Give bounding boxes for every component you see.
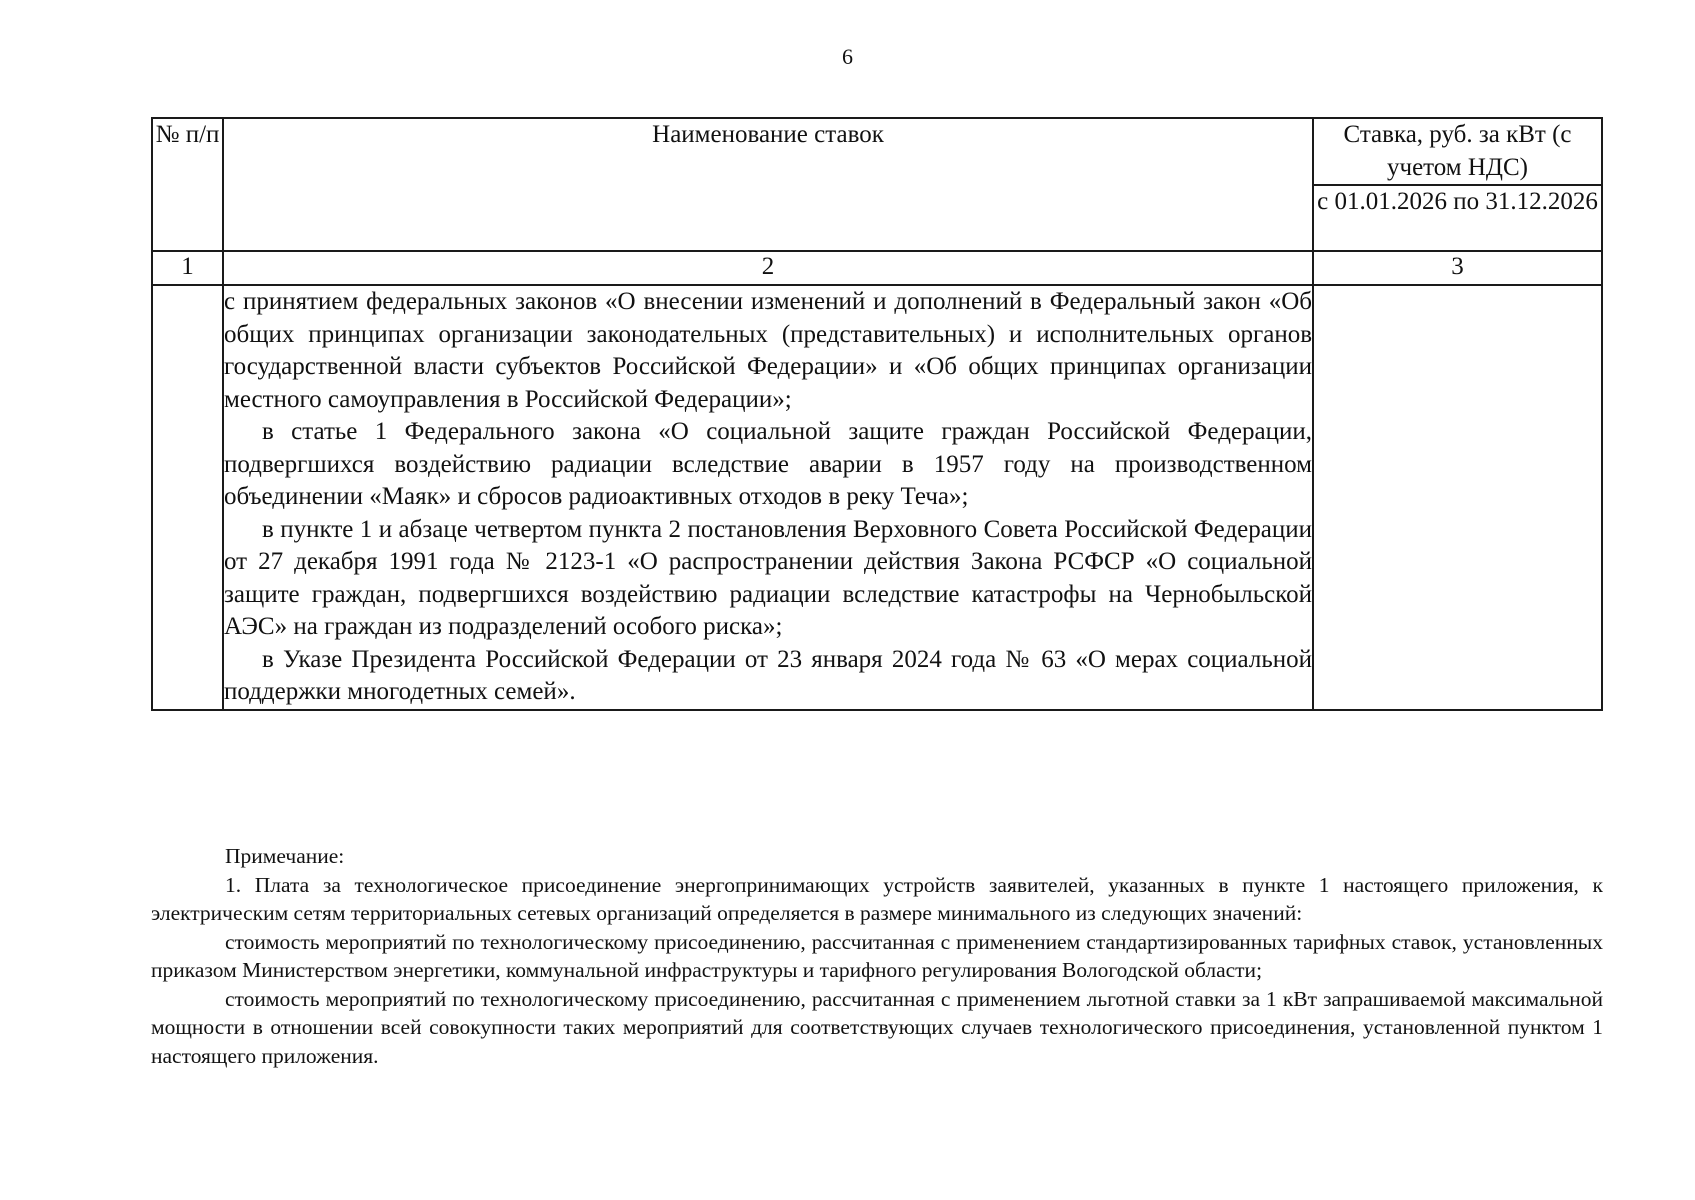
- header-num: № п/п: [152, 118, 223, 251]
- header-rate: Ставка, руб. за кВт (с учетом НДС): [1313, 118, 1602, 185]
- row-name-cell: [223, 285, 1313, 710]
- notes-paragraph: стоимость мероприятий по технологическому присоединению, рассчитанная с применением стандартизированных тарифных ставок, установленных приказом Министерством энергетики, коммунальной инфраструктуры и тарифного регулирования Вологодской области;: [151, 929, 1603, 982]
- row-paragraph: в пункте 1 и абзаце четвертом пункта 2 постановления Верховного Совета Российской Федерации от 27 декабря 1991 года № 2123-1 «О распространении действия Закона РСФСР «О социальной защите граждан, подвергшихся воздействию радиации вследствие катастрофы на Чернобыльской АЭС» на граждан из подразделений особого риска»;: [224, 515, 1312, 640]
- column-index-1: 1: [152, 251, 223, 285]
- notes-paragraph: стоимость мероприятий по технологическому присоединению, рассчитанная с применением льготной ставки за 1 кВт запрашиваемой максимальной мощности в отношении всей совокупности таких мероприятий для соответствующих случаев технологического присоединения, установленной пунктом 1 настоящего приложения.: [151, 986, 1603, 1068]
- row-paragraph: в Указе Президента Российской Федерации от 23 января 2024 года № 63 «О мерах социальной поддержки многодетных семей».: [224, 645, 1312, 705]
- page-number: 6: [842, 44, 853, 69]
- notes-paragraph: 1. Плата за технологическое присоединение энергопринимающих устройств заявителей, указанных в пункте 1 настоящего приложения, к электрическим сетям территориальных сетевых организаций определяется в размере минимального из следующих значений:: [151, 872, 1603, 925]
- row-num-cell: [152, 285, 223, 710]
- column-index-2: 2: [223, 251, 1313, 285]
- rates-table: [151, 117, 1603, 711]
- notes-section: [151, 842, 1603, 1070]
- header-period: с 01.01.2026 по 31.12.2026: [1313, 185, 1602, 251]
- notes-title: Примечание:: [225, 844, 345, 868]
- column-index-3: 3: [1313, 251, 1602, 285]
- header-name: Наименование ставок: [223, 118, 1313, 251]
- table-row: [152, 285, 1602, 710]
- row-paragraph: в статье 1 Федерального закона «О социальной защите граждан Российской Федерации, подвергшихся воздействию радиации вследствие аварии в 1957 году на производственном объединении «Маяк» и сбросов радиоактивных отходов в реку Теча»;: [224, 418, 1312, 510]
- row-paragraph: с принятием федеральных законов «О внесении изменений и дополнений в Федеральный закон «Об общих принципах организации законодательных (представительных) и исполнительных органов государственной власти субъектов Российской Федерации» и «Об общих принципах организации местного самоуправления в Российской Федерации»;: [224, 288, 1312, 413]
- row-rate-cell: [1313, 285, 1602, 710]
- table-header-row: [152, 118, 1602, 185]
- table-index-row: [152, 251, 1602, 285]
